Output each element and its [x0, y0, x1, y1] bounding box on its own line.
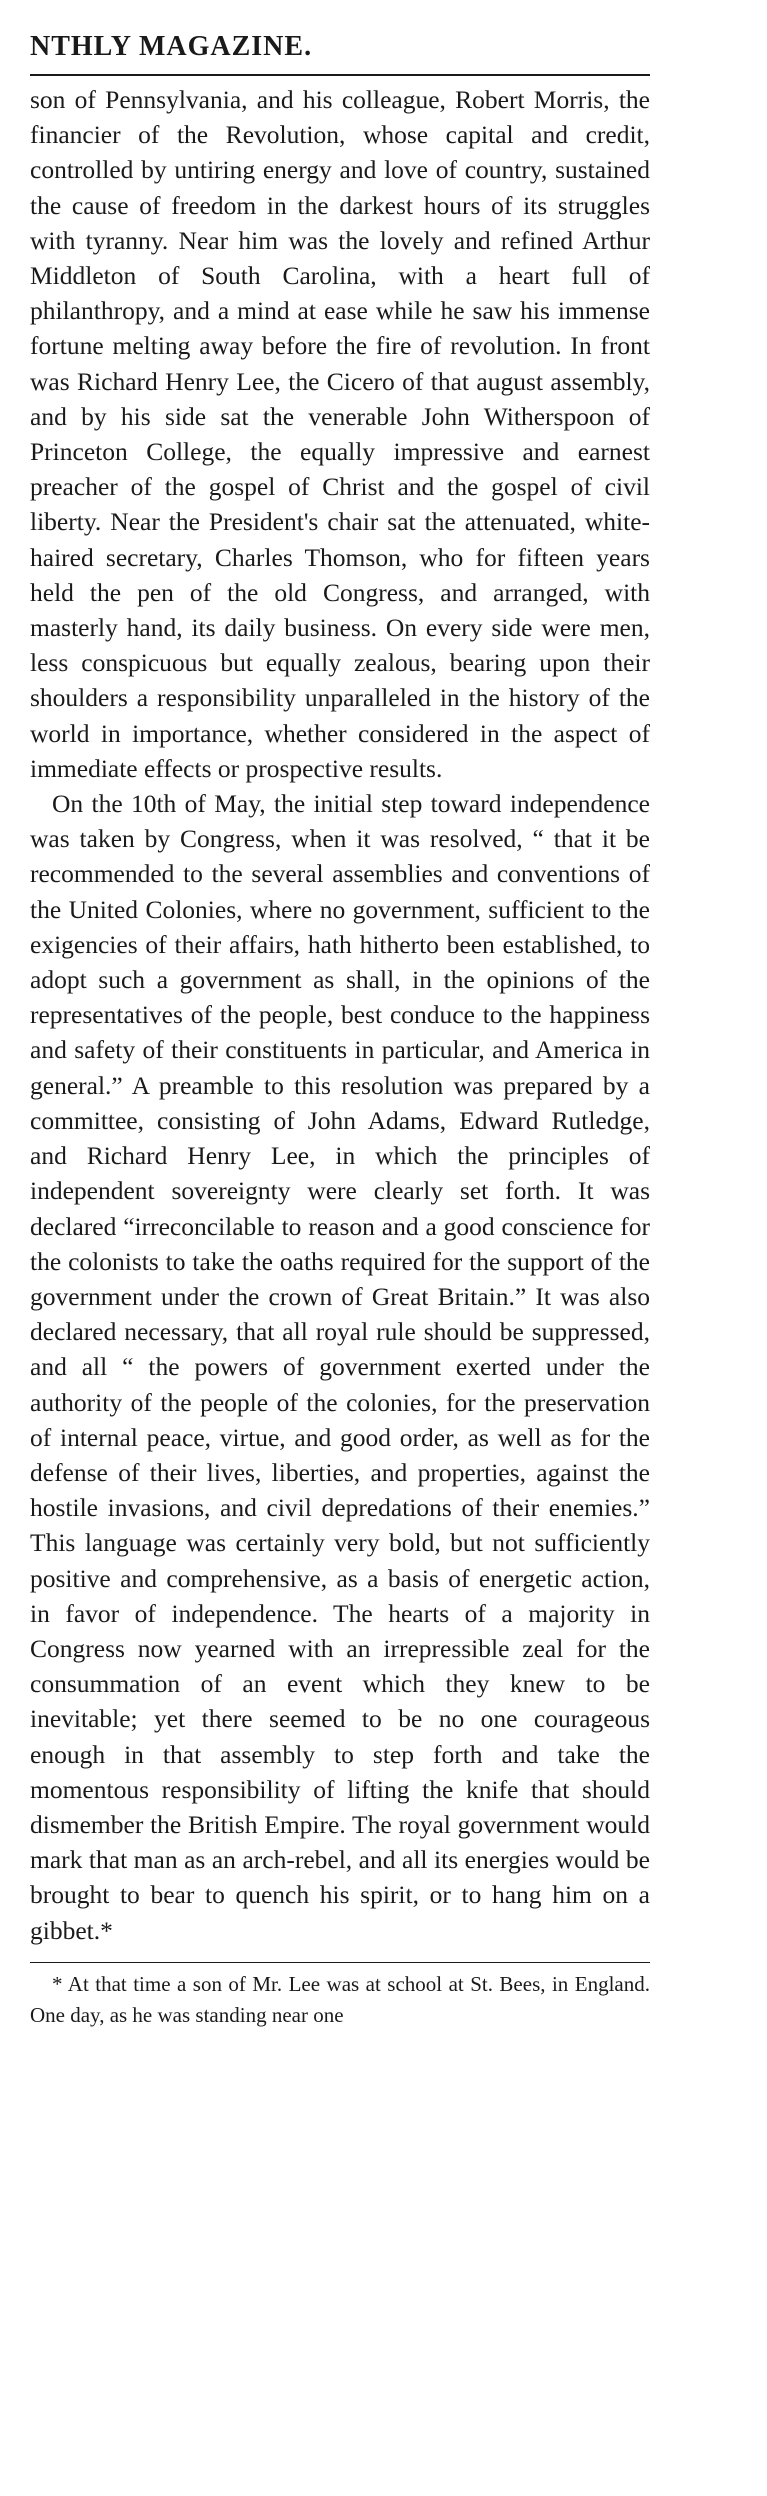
- article-body: [30, 82, 650, 1948]
- paragraph-continuation: son of Pennsylvania, and his colleague, Robert Morris, the financier of the Revolution, whose capital and credit, controlled by untiring energy and love of country, sustained the cause of freedom in the darkest hours of its struggles with tyranny. Near him was the lovely and refined Arthur Middleton of South Carolina, with a heart full of philanthropy, and a mind at ease while he saw his immense fortune melting away before the fire of revolution. In front was Richard Henry Lee, the Cicero of that august assembly, and by his side sat the venerable John Witherspoon of Princeton College, the equally impressive and earnest preacher of the gospel of Christ and the gospel of civil liberty. Near the President's chair sat the attenuated, white-haired secretary, Charles Thomson, who for fifteen years held the pen of the old Congress, and arranged, with masterly hand, its daily business. On every side were men, less conspicuous but equally zealous, bearing upon their shoulders a responsibility unparalleled in the history of the world in importance, whether considered in the aspect of immediate effects or prospective results.: [30, 85, 650, 783]
- header-rule: [30, 74, 650, 76]
- footnote-rule: [30, 1962, 650, 1963]
- running-head: NTHLY MAGAZINE.: [30, 31, 313, 62]
- footnote: * At that time a son of Mr. Lee was at school at St. Bees, in England. One day, as he was standing near one: [30, 1971, 650, 2027]
- magazine-page: [30, 28, 650, 2031]
- paragraph-may-tenth: On the 10th of May, the initial step toward independence was taken by Congress, when it was resolved, “ that it be recommended to the several assemblies and conventions of the United Colonies, where no government, sufficient to the exigencies of their affairs, hath hitherto been established, to adopt such a government as shall, in the opinions of the representatives of the people, best conduce to the happiness and safety of their constituents in particular, and America in general.” A preamble to this resolution was prepared by a committee, consisting of John Adams, Edward Rutledge, and Richard Henry Lee, in which the principles of independent sovereignty were clearly set forth. It was declared “irreconcilable to reason and a good conscience for the colonists to take the oaths required for the support of the government under the crown of Great Britain.” It was also declared necessary, that all royal rule should be suppressed, and all “ the powers of government exerted under the authority of the people of the colonies, for the preservation of internal peace, virtue, and good order, as well as for the defense of their lives, liberties, and properties, against the hostile invasions, and civil depredations of their enemies.” This language was certainly very bold, but not sufficiently positive and comprehensive, as a basis of energetic action, in favor of independence. The hearts of a majority in Congress now yearned with an irrepressible zeal for the consummation of an event which they knew to be inevitable; yet there seemed to be no one courageous enough in that assembly to step forth and take the momentous responsibility of lifting the knife that should dismember the British Empire. The royal government would mark that man as an arch-rebel, and all its energies would be brought to bear to quench his spirit, or to hang him on a gibbet.*: [30, 789, 650, 1945]
